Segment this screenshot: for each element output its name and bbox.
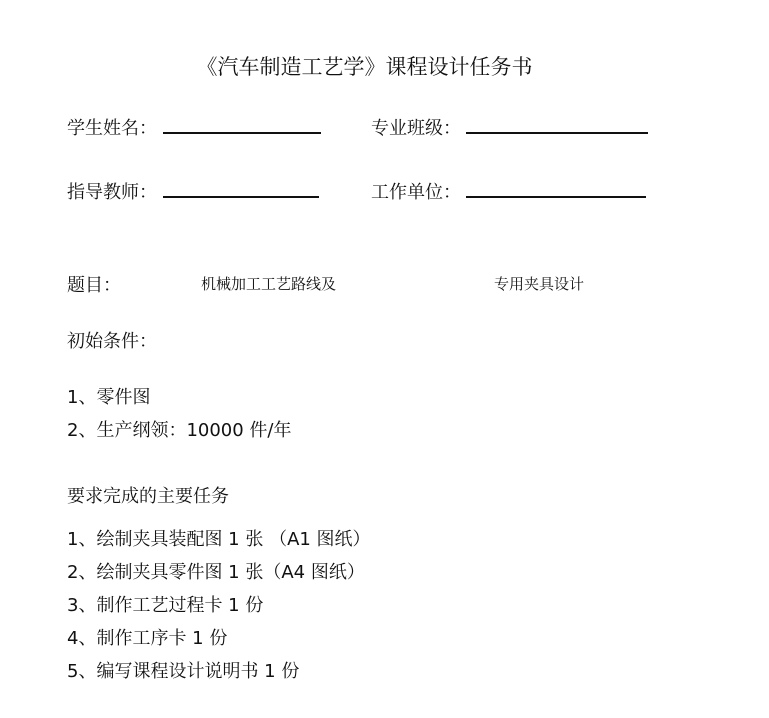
tasks-heading: 要求完成的主要任务 (67, 486, 229, 507)
major-class-label: 专业班级： (371, 118, 461, 139)
task-item: 2、绘制夹具零件图 1 张（A4 图纸） (67, 562, 365, 583)
document-title: 《汽车制造工艺学》课程设计任务书 (196, 55, 533, 79)
major-class-field[interactable] (466, 132, 648, 134)
topic-part-1: 机械加工工艺路线及 (201, 275, 337, 293)
advisor-label: 指导教师： (67, 182, 157, 203)
task-item: 3、制作工艺过程卡 1 份 (67, 595, 264, 616)
task-item: 5、编写课程设计说明书 1 份 (67, 661, 300, 682)
work-unit-label: 工作单位： (371, 182, 461, 203)
task-item: 1、绘制夹具装配图 1 张 （A1 图纸） (67, 529, 371, 550)
topic-part-2: 专用夹具设计 (494, 275, 585, 293)
student-name-label: 学生姓名： (67, 118, 157, 139)
initial-condition-item: 2、生产纲领：10000 件/年 (67, 420, 292, 441)
task-item: 4、制作工序卡 1 份 (67, 628, 228, 649)
initial-conditions-heading: 初始条件： (67, 331, 157, 352)
topic-label: 题目： (67, 275, 121, 296)
work-unit-field[interactable] (466, 196, 646, 198)
advisor-field[interactable] (163, 196, 319, 198)
student-name-field[interactable] (163, 132, 321, 134)
initial-condition-item: 1、零件图 (67, 387, 151, 408)
